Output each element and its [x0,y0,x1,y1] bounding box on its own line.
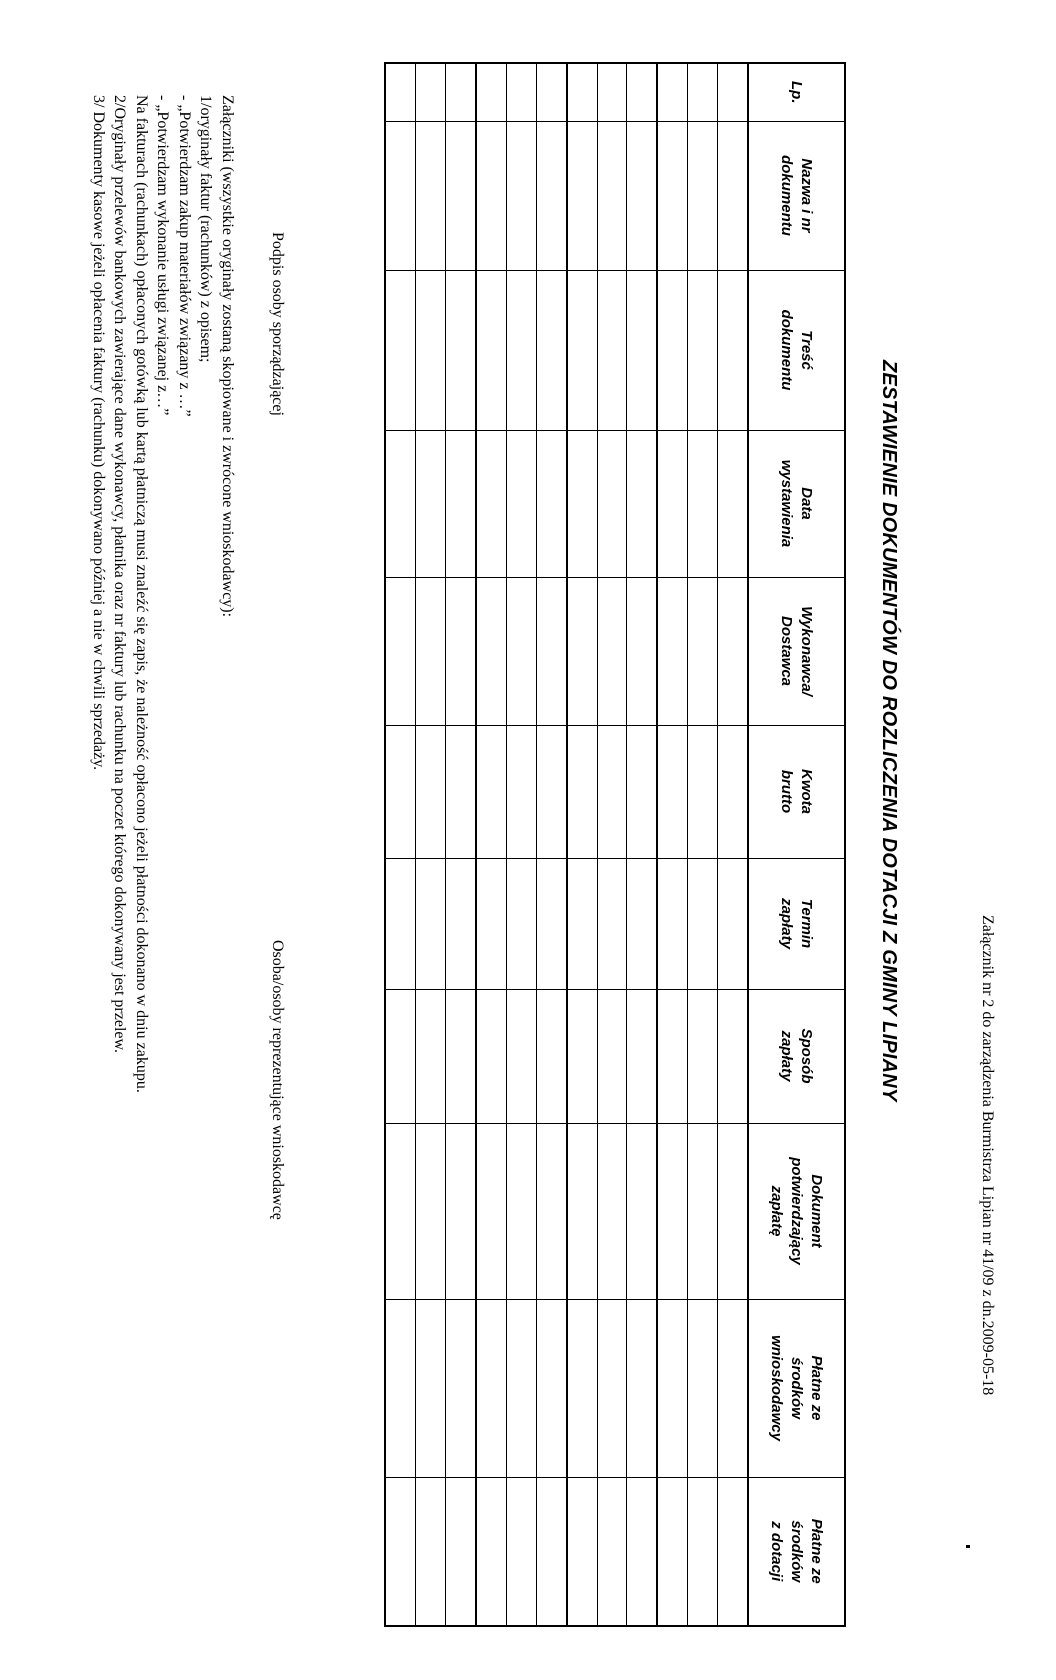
table-cell [385,430,415,577]
signature-applicant-label: Osoba/osoby reprezentujące wnioskodawcę [269,940,286,1220]
table-cell [506,121,536,270]
table-row [597,63,627,1626]
table-cell [506,63,536,121]
table-cell [476,1299,506,1477]
column-header: Sposób zapłaty [748,989,845,1123]
table-cell [416,430,446,577]
table-cell [416,725,446,858]
table-cell [657,270,687,430]
table-cell [536,121,566,270]
table-cell [385,270,415,430]
table-cell [718,121,748,270]
table-cell [536,725,566,858]
table-cell [597,725,627,858]
attachment-reference: Załącznik nr 2 do zarządzenia Burmistrza Lipian nr 41/09 z dn.2009-05-18 [979,915,996,1396]
table-cell [536,1477,566,1626]
table-cell [536,577,566,725]
table-cell [476,1123,506,1299]
table-row [536,63,566,1626]
table-cell [446,725,476,858]
table-cell [688,121,718,270]
table-cell [506,989,536,1123]
table-cell [506,577,536,725]
table-cell [657,1299,687,1477]
table-cell [718,1477,748,1626]
table-cell [536,430,566,577]
table-cell [718,63,748,121]
table-cell [567,1123,597,1299]
table-row [627,63,657,1626]
table-cell [567,430,597,577]
table-cell [476,858,506,989]
signature-preparer-label: Podpis osoby sporządzającej [269,232,286,416]
table-cell [657,63,687,121]
table-cell [385,1477,415,1626]
table-cell [567,989,597,1123]
table-cell [506,270,536,430]
table-cell [536,63,566,121]
table-cell [567,577,597,725]
table-cell [416,121,446,270]
table-cell [385,989,415,1123]
document-title: ZESTAWIENIE DOKUMENTÓW DO ROZLICZENIA DOTACJI Z GMINY LIPIANY [878,360,900,1102]
note-line: - „Potwierdzam zakup materiałów związany z …” [176,95,193,417]
table-cell [657,725,687,858]
table-cell [627,1299,657,1477]
table-cell [567,63,597,121]
table-cell [688,577,718,725]
table-cell [476,577,506,725]
table-cell [597,270,627,430]
table-cell [688,1299,718,1477]
table-cell [597,1299,627,1477]
table-cell [718,725,748,858]
table-cell [416,63,446,121]
table-cell [506,1299,536,1477]
table-row [385,63,415,1626]
table-cell [476,270,506,430]
table-cell [688,1477,718,1626]
table-cell [567,1299,597,1477]
table-cell [506,725,536,858]
table-cell [446,1299,476,1477]
table-cell [385,577,415,725]
table-cell [506,430,536,577]
table-cell [385,63,415,121]
table-cell [385,1123,415,1299]
note-line: 3/ Dokumenty kasowe jeżeli opłacenia faktury (rachunku) dokonywano później a nie w chwili sprzedaży. [90,95,107,771]
table-cell [416,1123,446,1299]
table-row [718,63,748,1626]
table-cell [657,1477,687,1626]
table-cell [476,121,506,270]
table-cell [657,989,687,1123]
table-cell [627,1123,657,1299]
table-cell [597,1123,627,1299]
table-cell [718,270,748,430]
table-cell [385,858,415,989]
table-cell [536,1299,566,1477]
table-row [416,63,446,1626]
table-cell [506,1477,536,1626]
table-cell [718,1299,748,1477]
table-cell [627,725,657,858]
table-cell [567,858,597,989]
table-cell [627,121,657,270]
table-cell [688,989,718,1123]
table-cell [718,430,748,577]
table-cell [627,430,657,577]
column-header: Lp. [748,63,845,121]
table-cell [476,63,506,121]
table-cell [597,858,627,989]
table-cell [718,577,748,725]
table-cell [567,1477,597,1626]
table-cell [627,989,657,1123]
table-cell [688,858,718,989]
note-line: 2/Oryginały przelewów bankowych zawierające dane wykonawcy, płatnika oraz nr faktury lub rachunku na poczet którego dokonywany jest przelew. [111,95,129,1053]
table-cell [476,1477,506,1626]
column-header: Nazwa i nr dokumentu [748,121,845,270]
table-cell [718,858,748,989]
table-row [506,63,536,1626]
documents-table [384,62,846,1627]
table-cell [597,430,627,577]
table-cell [416,1477,446,1626]
table-cell [476,725,506,858]
table-cell [446,430,476,577]
table-cell [627,270,657,430]
table-row [567,63,597,1626]
table-cell [476,430,506,577]
note-line: Załączniki (wszystkie oryginały zostaną skopiowane i zwrócone wnioskodawcy): [219,95,236,618]
table-cell [597,121,627,270]
column-header: Termin zapłaty [748,858,845,989]
table-cell [597,989,627,1123]
table-cell [567,270,597,430]
table-cell [688,63,718,121]
table-cell [446,1123,476,1299]
table-cell [657,430,687,577]
table-cell [688,725,718,858]
table-cell [385,121,415,270]
table-cell [657,121,687,270]
column-header: Kwota brutto [748,725,845,858]
table-cell [597,577,627,725]
table-cell [416,577,446,725]
table-cell [627,577,657,725]
table-cell [416,270,446,430]
table-cell [567,121,597,270]
table-cell [627,858,657,989]
table-cell [657,1123,687,1299]
column-header: Dokument potwierdzający zapłatę [748,1123,845,1299]
table-cell [506,1123,536,1299]
table-cell [446,63,476,121]
column-header: Płatne ze środków wnioskodawcy [748,1299,845,1477]
table-cell [688,430,718,577]
table-cell [536,989,566,1123]
table-cell [416,1299,446,1477]
table-cell [567,725,597,858]
table-cell [718,1123,748,1299]
column-header: Data wystawienia [748,430,845,577]
table-row [476,63,506,1626]
note-line: 1/oryginały faktur (rachunków) z opisem; [197,95,215,363]
table-cell [446,1477,476,1626]
table-cell [506,858,536,989]
table-cell [476,989,506,1123]
table-cell [657,577,687,725]
column-header: Płatne ze środków z dotacji [748,1477,845,1626]
table-cell [597,63,627,121]
table-row [688,63,718,1626]
table-cell [536,858,566,989]
table-cell [627,63,657,121]
table-cell [385,1299,415,1477]
table-cell [536,270,566,430]
table-cell [446,577,476,725]
table-cell [718,989,748,1123]
table-cell [446,989,476,1123]
table-row [657,63,687,1626]
scan-mark [966,1545,970,1548]
table-cell [688,1123,718,1299]
table-cell [446,858,476,989]
table-cell [627,1477,657,1626]
note-line: Na fakturach (rachunkach) opłaconych gotówką lub kartą płatniczą musi znaleźć się zapis, że należność opłacono jeżeli płatności dokonano w dniu zakupu. [133,95,150,1093]
table-row [446,63,476,1626]
table-cell [446,270,476,430]
table-cell [416,989,446,1123]
table-cell [385,725,415,858]
column-header: Treść dokumentu [748,270,845,430]
attachment-notes [88,95,239,1093]
table-cell [416,858,446,989]
table-header-row [748,63,845,1626]
table-cell [536,1123,566,1299]
table-cell [657,858,687,989]
table-cell [446,121,476,270]
table-cell [597,1477,627,1626]
column-header: Wykonawca/ Dostawca [748,577,845,725]
table-cell [688,270,718,430]
note-line: - „Potwierdzam wykonanie usługi związanej z…” [154,95,172,416]
